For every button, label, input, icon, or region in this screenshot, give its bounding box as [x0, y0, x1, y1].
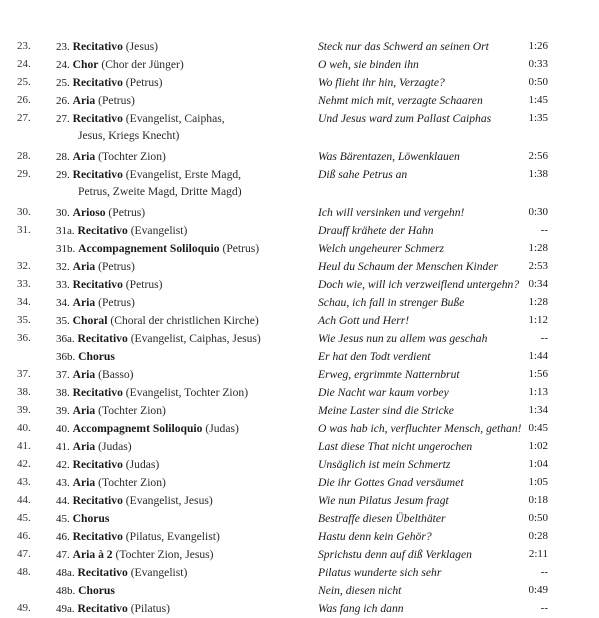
lyric-incipit: Last diese That nicht ungerochen: [318, 440, 473, 453]
lyric-incipit: Was fang ich dann: [318, 602, 404, 615]
movement-number: 41.: [56, 441, 70, 453]
track-row: [0, 474, 599, 491]
movement-title: Recitativo: [77, 602, 128, 615]
movement-description: [56, 600, 170, 618]
track-row: [0, 528, 599, 545]
movement-title: Aria: [72, 440, 96, 453]
movement-description: [56, 92, 135, 110]
movement-title: Chorus: [72, 512, 110, 525]
track-number: 40.: [17, 422, 31, 434]
movement-title: Aria: [72, 296, 96, 309]
track-number: 38.: [17, 386, 31, 398]
track-row: [0, 582, 599, 599]
movement-number: 34.: [56, 297, 70, 309]
movement-number: 44.: [56, 495, 70, 507]
track-duration: 1:28: [528, 242, 548, 254]
lyric-incipit: Ach Gott und Herr!: [318, 314, 410, 327]
track-number: 45.: [17, 512, 31, 524]
movement-title: Recitativo: [72, 40, 123, 53]
track-row: [0, 276, 599, 293]
track-duration: 1:56: [528, 368, 548, 380]
movement-voices: (Tochter Zion): [98, 404, 166, 417]
track-row: [0, 166, 599, 200]
track-line: [0, 420, 599, 437]
track-number: 28.: [17, 150, 31, 162]
lyric-incipit: Und Jesus ward zum Pallast Caiphas: [318, 112, 492, 125]
track-duration: 1:45: [528, 94, 548, 106]
lyric-incipit: O was hab ich, verfluchter Mensch, gethan!: [318, 422, 522, 435]
movement-description: [56, 492, 213, 510]
track-row: [0, 92, 599, 109]
movement-title: Aria: [72, 94, 96, 107]
track-duration: 1:04: [528, 458, 548, 470]
lyric-incipit: Unsäglich ist mein Schmertz: [318, 458, 451, 471]
track-line: [0, 294, 599, 311]
lyric-incipit: Bestraffe diesen Übelthäter: [318, 512, 446, 525]
movement-number: 38.: [56, 387, 70, 399]
track-duration: 0:50: [528, 512, 548, 524]
movement-description: [56, 582, 115, 600]
movement-voices: (Petrus): [98, 296, 135, 309]
movement-title: Aria: [72, 368, 96, 381]
movement-description: [56, 222, 187, 240]
movement-number: 33.: [56, 279, 70, 291]
track-line: [0, 74, 599, 91]
movement-voices: (Evangelist): [130, 224, 188, 237]
track-number: 41.: [17, 440, 31, 452]
track-duration: 1:44: [528, 350, 548, 362]
track-number: 39.: [17, 404, 31, 416]
movement-title: Recitativo: [77, 332, 128, 345]
movement-number: 47.: [56, 549, 70, 561]
movement-voices: (Jesus): [125, 40, 158, 53]
lyric-incipit: Wie nun Pilatus Jesum fragt: [318, 494, 449, 507]
track-number: 36.: [17, 332, 31, 344]
movement-voices-continued: Petrus, Zweite Magd, Dritte Magd): [78, 185, 242, 198]
lyric-incipit: Drauff krähete der Hahn: [318, 224, 434, 237]
lyric-incipit: Was Bärentazen, Löwenklauen: [318, 150, 460, 163]
track-duration: 0:30: [528, 206, 548, 218]
track-line: [0, 258, 599, 275]
track-line: [0, 38, 599, 55]
track-line: [0, 92, 599, 109]
track-number: 24.: [17, 58, 31, 70]
track-row: [0, 384, 599, 401]
movement-title: Recitativo: [72, 76, 123, 89]
track-number: 27.: [17, 112, 31, 124]
movement-title: Recitativo: [72, 494, 123, 507]
movement-number: 25.: [56, 77, 70, 89]
lyric-incipit: Die ihr Gottes Gnad versäumet: [318, 476, 464, 489]
track-line: [0, 600, 599, 617]
track-duration: 1:28: [528, 296, 548, 308]
movement-description: [56, 56, 184, 74]
movement-description: [56, 366, 134, 384]
track-number: 43.: [17, 476, 31, 488]
lyric-incipit: Wie Jesus nun zu allem was geschah: [318, 332, 488, 345]
lyric-incipit: Ich will versinken und vergehn!: [318, 206, 465, 219]
track-duration: 1:05: [528, 476, 548, 488]
movement-number: 46.: [56, 531, 70, 543]
track-line: [0, 492, 599, 509]
track-row: [0, 402, 599, 419]
track-number: 26.: [17, 94, 31, 106]
track-row: [0, 330, 599, 347]
movement-number: 45.: [56, 513, 70, 525]
track-line: [0, 438, 599, 455]
movement-voices: (Petrus): [222, 242, 260, 255]
track-row: [0, 74, 599, 91]
movement-description: [56, 474, 166, 492]
track-number: 48.: [17, 566, 31, 578]
track-row: [0, 510, 599, 527]
movement-number: 40.: [56, 423, 70, 435]
movement-number: 32.: [56, 261, 70, 273]
track-duration: 0:50: [528, 76, 548, 88]
lyric-incipit: Er hat den Todt verdient: [318, 350, 431, 363]
track-number: 32.: [17, 260, 31, 272]
track-duration: 2:11: [528, 548, 548, 560]
movement-voices: (Pilatus, Evangelist): [125, 530, 220, 543]
movement-description: [56, 294, 135, 312]
track-row: [0, 438, 599, 455]
lyric-incipit: Die Nacht war kaum vorbey: [318, 386, 449, 399]
movement-description: [56, 148, 166, 166]
movement-title: Aria: [72, 260, 96, 273]
movement-description: [56, 420, 239, 438]
lyric-incipit: Steck nur das Schwerd an seinen Ort: [318, 40, 489, 53]
movement-description: [56, 510, 109, 528]
track-number: 25.: [17, 76, 31, 88]
track-duration: 1:26: [528, 40, 548, 52]
movement-voices: (Tochter Zion, Jesus): [115, 548, 214, 561]
lyric-incipit: Schau, ich fall in strenger Buße: [318, 296, 465, 309]
movement-title: Chor: [72, 58, 99, 71]
movement-description: [56, 564, 187, 582]
movement-title: Recitativo: [77, 224, 128, 237]
movement-title: Recitativo: [72, 278, 123, 291]
movement-title: Chorus: [78, 350, 115, 363]
track-duration: 1:12: [528, 314, 548, 326]
movement-description: [56, 110, 225, 128]
movement-description: [56, 276, 163, 294]
track-duration: 0:18: [528, 494, 548, 506]
track-duration: --: [540, 332, 548, 344]
track-line-continuation: [0, 183, 599, 200]
lyric-incipit: Erweg, ergrimmte Natternbrut: [318, 368, 460, 381]
track-line: [0, 110, 599, 127]
track-line: [0, 456, 599, 473]
movement-title: Accompagnement Soliloquio: [78, 242, 220, 255]
movement-title: Arioso: [72, 206, 106, 219]
track-line: [0, 148, 599, 165]
track-number: 37.: [17, 368, 31, 380]
lyric-incipit: Meine Laster sind die Stricke: [318, 404, 454, 417]
track-duration: 0:28: [528, 530, 548, 542]
track-line: [0, 276, 599, 293]
track-duration: 0:49: [528, 584, 548, 596]
movement-voices: (Choral der christlichen Kirche): [110, 314, 259, 327]
movement-voices: (Tochter Zion): [98, 150, 166, 163]
movement-title: Aria: [72, 150, 96, 163]
track-line: [0, 384, 599, 401]
track-number: 35.: [17, 314, 31, 326]
movement-title: Recitativo: [72, 458, 123, 471]
movement-voices: (Evangelist, Caiphas, Jesus): [130, 332, 261, 345]
track-row: [0, 148, 599, 165]
movement-number: 36b.: [56, 351, 76, 363]
lyric-incipit: Nein, diesen nicht: [318, 584, 402, 597]
movement-title: Recitativo: [72, 386, 123, 399]
lyric-incipit: Welch ungeheurer Schmerz: [318, 242, 444, 255]
track-number: 33.: [17, 278, 31, 290]
track-line: [0, 402, 599, 419]
track-row: [0, 258, 599, 275]
movement-description: [56, 348, 115, 366]
track-row: [0, 222, 599, 239]
track-duration: 1:13: [528, 386, 548, 398]
movement-voices: (Judas): [205, 422, 239, 435]
movement-description: [56, 74, 163, 92]
track-line: [0, 56, 599, 73]
track-duration: --: [540, 566, 548, 578]
movement-title: Aria à 2: [72, 548, 113, 561]
track-duration: 1:35: [528, 112, 548, 124]
lyric-incipit: Nehmt mich mit, verzagte Schaaren: [318, 94, 483, 107]
track-row: [0, 56, 599, 73]
movement-voices: (Evangelist, Tochter Zion): [125, 386, 249, 399]
track-line: [0, 528, 599, 545]
movement-description: [56, 258, 135, 276]
lyric-incipit: Wo flieht ihr hin, Verzagte?: [318, 76, 445, 89]
track-row: [0, 600, 599, 617]
track-line: [0, 510, 599, 527]
movement-title: Chorus: [78, 584, 115, 597]
movement-title: Recitativo: [72, 112, 123, 125]
track-row: [0, 492, 599, 509]
track-duration: 1:38: [528, 168, 548, 180]
movement-voices: (Chor der Jünger): [101, 58, 184, 71]
track-line-continuation: [0, 127, 599, 144]
track-number: 30.: [17, 206, 31, 218]
track-duration: --: [540, 224, 548, 236]
track-duration: 1:34: [528, 404, 548, 416]
track-number: 44.: [17, 494, 31, 506]
movement-title: Aria: [72, 404, 96, 417]
movement-voices: (Judas): [98, 440, 132, 453]
track-row: [0, 348, 599, 365]
track-line: [0, 166, 599, 183]
track-line: [0, 330, 599, 347]
movement-number: 29.: [56, 169, 70, 181]
movement-number: 35.: [56, 315, 70, 327]
lyric-incipit: Pilatus wunderte sich sehr: [318, 566, 442, 579]
movement-number: 27.: [56, 113, 70, 125]
movement-voices: (Evangelist, Erste Magd,: [125, 168, 242, 181]
movement-description: [56, 312, 259, 330]
movement-description: [56, 166, 241, 184]
movement-number: 39.: [56, 405, 70, 417]
movement-title: Accompagnemt Soliloquio: [72, 422, 203, 435]
movement-title: Recitativo: [72, 168, 123, 181]
track-line: [0, 312, 599, 329]
track-row: [0, 240, 599, 257]
track-duration: 0:45: [528, 422, 548, 434]
track-row: [0, 294, 599, 311]
movement-number: 31a.: [56, 225, 75, 237]
track-number: 31.: [17, 224, 31, 236]
track-number: 23.: [17, 40, 31, 52]
lyric-incipit: Hastu denn kein Gehör?: [318, 530, 432, 543]
movement-number: 23.: [56, 41, 70, 53]
movement-title: Choral: [72, 314, 108, 327]
movement-voices: (Evangelist, Jesus): [125, 494, 213, 507]
movement-number: 49a.: [56, 603, 75, 615]
movement-voices: (Tochter Zion): [98, 476, 166, 489]
movement-description: [56, 438, 132, 456]
track-number: 34.: [17, 296, 31, 308]
track-number: 47.: [17, 548, 31, 560]
movement-number: 28.: [56, 151, 70, 163]
lyric-incipit: Diß sahe Petrus an: [318, 168, 408, 181]
movement-number: 42.: [56, 459, 70, 471]
movement-voices: (Evangelist, Caiphas,: [125, 112, 225, 125]
movement-number: 48b.: [56, 585, 76, 597]
movement-number: 36a.: [56, 333, 75, 345]
track-duration: 2:53: [528, 260, 548, 272]
track-duration: 2:56: [528, 150, 548, 162]
movement-voices: (Evangelist): [130, 566, 188, 579]
lyric-incipit: Heul du Schaum der Menschen Kinder: [318, 260, 498, 273]
movement-number: 24.: [56, 59, 70, 71]
movement-title: Recitativo: [77, 566, 128, 579]
movement-voices: (Petrus): [125, 278, 163, 291]
track-row: [0, 312, 599, 329]
track-number: 49.: [17, 602, 31, 614]
track-duration: --: [540, 602, 548, 614]
lyric-incipit: Doch wie, will ich verzweiflend untergehn?: [318, 278, 520, 291]
movement-description: [56, 38, 158, 56]
track-row: [0, 564, 599, 581]
track-line: [0, 240, 599, 257]
track-row: [0, 456, 599, 473]
movement-voices: (Basso): [98, 368, 134, 381]
track-duration: 0:33: [528, 58, 548, 70]
track-line: [0, 204, 599, 221]
track-line: [0, 546, 599, 563]
movement-title: Aria: [72, 476, 96, 489]
movement-description: [56, 456, 159, 474]
movement-voices: (Petrus): [125, 76, 163, 89]
track-line: [0, 366, 599, 383]
lyric-incipit: O weh, sie binden ihn: [318, 58, 419, 71]
track-line: [0, 222, 599, 239]
track-row: [0, 38, 599, 55]
track-line: [0, 582, 599, 599]
track-duration: 1:02: [528, 440, 548, 452]
movement-description: [56, 204, 145, 222]
movement-voices: (Petrus): [98, 260, 135, 273]
track-line: [0, 564, 599, 581]
track-number: 46.: [17, 530, 31, 542]
movement-description: [56, 384, 248, 402]
movement-voices: (Pilatus): [130, 602, 170, 615]
movement-number: 30.: [56, 207, 70, 219]
track-number: 42.: [17, 458, 31, 470]
track-row: [0, 546, 599, 563]
movement-description: [56, 330, 261, 348]
movement-number: 26.: [56, 95, 70, 107]
lyric-incipit: Sprichstu denn auf diß Verklagen: [318, 548, 472, 561]
track-row: [0, 366, 599, 383]
track-line: [0, 348, 599, 365]
movement-description: [56, 546, 214, 564]
movement-voices: (Judas): [125, 458, 160, 471]
movement-number: 48a.: [56, 567, 75, 579]
track-duration: 0:34: [528, 278, 548, 290]
track-row: [0, 204, 599, 221]
movement-description: [56, 528, 220, 546]
movement-voices: (Petrus): [108, 206, 146, 219]
movement-voices: (Petrus): [98, 94, 135, 107]
track-row: [0, 420, 599, 437]
movement-description: [56, 240, 259, 258]
track-number: 29.: [17, 168, 31, 180]
track-row: [0, 110, 599, 144]
movement-number: 37.: [56, 369, 70, 381]
movement-description: [56, 402, 166, 420]
track-line: [0, 474, 599, 491]
movement-voices-continued: Jesus, Kriegs Knecht): [78, 129, 180, 142]
movement-number: 43.: [56, 477, 70, 489]
movement-title: Recitativo: [72, 530, 123, 543]
movement-number: 31b.: [56, 243, 76, 255]
